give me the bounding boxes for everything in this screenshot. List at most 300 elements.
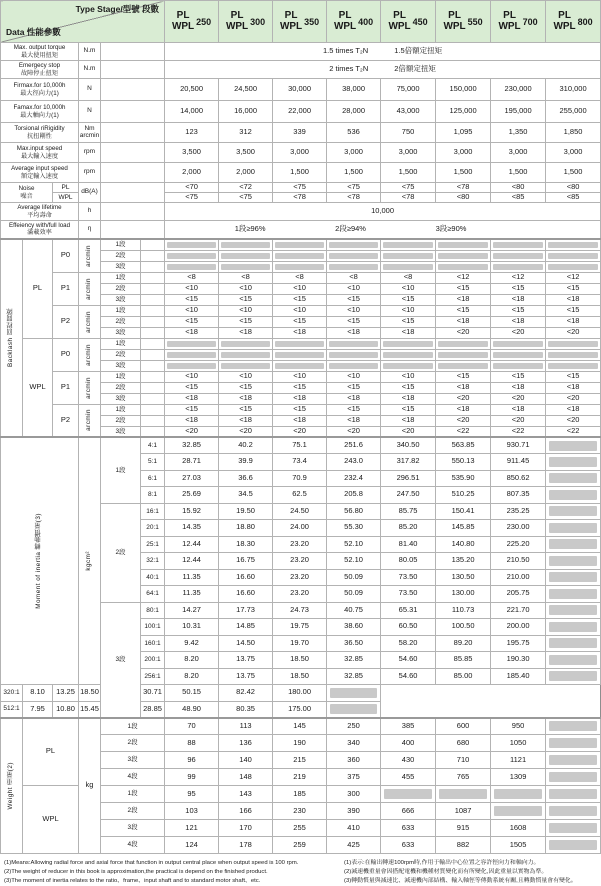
model-size: 300	[250, 17, 266, 28]
na-bar	[383, 242, 433, 248]
value-cell: 130.50	[436, 569, 491, 586]
unit-arcmin: arcmin	[79, 338, 101, 371]
inertia-section-label: Moment of inertia 轉動慣量(3)	[1, 437, 79, 685]
row-label-en: Famax.for 10,000h	[13, 104, 66, 112]
value-cell: 1087	[436, 803, 491, 820]
value-cell: <18	[491, 316, 546, 327]
na-bar	[549, 671, 597, 681]
value-cell: 536	[327, 123, 381, 143]
stage-label: 3段	[101, 752, 165, 769]
value-cell: 232.4	[327, 470, 381, 487]
value-cell: 251.6	[327, 437, 381, 454]
value-cell: 930.71	[491, 437, 546, 454]
value-cell: 23.20	[273, 536, 327, 553]
na-bar	[329, 363, 378, 369]
value-cell: 23.20	[273, 569, 327, 586]
ratio-label: 160:1	[141, 635, 165, 652]
value-cell: 296.51	[381, 470, 436, 487]
value-cell: 50.15	[165, 685, 219, 702]
class-label-p2: P2	[53, 404, 79, 437]
value-cell: 10.80	[53, 701, 79, 718]
value-cell: 633	[381, 820, 436, 837]
header-corner-top: Type Stage/型號 段數	[75, 4, 160, 14]
value-cell: 225.20	[491, 536, 546, 553]
value-cell: <18	[219, 327, 273, 338]
na-bar	[275, 352, 324, 358]
spacer-cell	[101, 203, 165, 221]
value-cell: 190.30	[491, 652, 546, 669]
na-bar	[329, 253, 378, 259]
ratio-label: 320:1	[1, 685, 23, 702]
na-cell	[546, 360, 601, 371]
row-label-zh: 平均壽命	[27, 211, 52, 219]
value-cell: <78	[381, 193, 436, 203]
na-bar	[275, 253, 324, 259]
model-size: 250	[196, 17, 212, 28]
row-label-en: Effeiency with/full load	[8, 221, 71, 229]
value-cell: 113	[219, 718, 273, 735]
ratio-label: 64:1	[141, 586, 165, 603]
footnote-en-3: (3)The moment of inertia relates to the ratio、frame、input shaft and to standard motor shaft、etc.	[4, 878, 261, 885]
value-cell: 247.50	[381, 487, 436, 504]
value-cell: <10	[327, 283, 381, 294]
na-bar	[549, 755, 597, 765]
footnote-en-2: (2)The weight of reducer in this book is approximation,the practical is depend on the finished product.	[4, 869, 268, 876]
value-cell: 850.62	[491, 470, 546, 487]
na-cell	[436, 239, 491, 251]
value-cell: <75	[327, 183, 381, 193]
value-cell: 13.75	[219, 652, 273, 669]
na-cell	[165, 261, 219, 272]
class-label-p1: P1	[53, 272, 79, 305]
value-cell: 166	[219, 803, 273, 820]
spacer-cell	[141, 261, 165, 272]
row-label	[1, 123, 79, 143]
na-cell	[546, 349, 601, 360]
na-cell	[327, 360, 381, 371]
na-cell	[381, 349, 436, 360]
na-bar	[383, 341, 433, 347]
na-cell	[219, 239, 273, 251]
value-cell: 1,095	[436, 123, 491, 143]
ratio-label: 8:1	[141, 487, 165, 504]
value-cell: 73.4	[273, 454, 327, 471]
stage-label: 1段	[101, 272, 141, 283]
stage-label: 2段	[101, 503, 141, 602]
value-cell: <8	[327, 272, 381, 283]
value-cell: 235.25	[491, 503, 546, 520]
value-cell: 36.6	[219, 470, 273, 487]
model-label-pl: PL	[23, 718, 79, 786]
spacer-cell	[101, 43, 165, 61]
row-label	[1, 143, 79, 163]
value-cell: 14.27	[165, 602, 219, 619]
value-cell: 54.60	[381, 668, 436, 685]
na-cell	[546, 803, 601, 820]
stage-label: 1段	[101, 338, 141, 349]
value-cell: <15	[165, 316, 219, 327]
unit-cell: rpm	[79, 163, 101, 183]
value-cell: 14.35	[165, 520, 219, 537]
na-cell	[273, 360, 327, 371]
value-cell: <20	[436, 393, 491, 404]
value-cell: 18.50	[273, 652, 327, 669]
na-cell	[327, 701, 381, 718]
spacer-cell	[141, 371, 165, 382]
ratio-label: 200:1	[141, 652, 165, 669]
unit-arcmin: arcmin	[79, 404, 101, 437]
column-header-250: PL WPL 250	[165, 1, 219, 43]
value-cell: 22,000	[273, 101, 327, 123]
na-bar	[549, 441, 597, 451]
na-bar	[549, 721, 597, 731]
value-cell: 400	[381, 735, 436, 752]
value-cell: <15	[165, 404, 219, 415]
row-label-en: Average lifetime	[17, 204, 62, 212]
model-size: 450	[412, 17, 428, 28]
value-cell: 215	[273, 752, 327, 769]
na-cell	[381, 261, 436, 272]
value-cell: 60.50	[381, 619, 436, 636]
na-bar	[167, 242, 216, 248]
row-label-zh: 最大軸向力(1)	[20, 111, 59, 119]
value-cell: 185.40	[491, 668, 546, 685]
spacer-cell	[141, 349, 165, 360]
na-bar	[549, 490, 597, 500]
value-cell: 62.5	[273, 487, 327, 504]
model-size: 350	[304, 17, 320, 28]
value-cell: 124	[165, 837, 219, 854]
na-bar	[275, 363, 324, 369]
value-cell: <10	[273, 371, 327, 382]
value-cell: 52.10	[327, 553, 381, 570]
value-cell: 219	[273, 769, 327, 786]
value-cell: <15	[165, 294, 219, 305]
unit-kg: kg	[79, 718, 101, 854]
value-cell: <85	[491, 193, 546, 203]
value-cell: 17.73	[219, 602, 273, 619]
value-cell: 27.03	[165, 470, 219, 487]
value-cell: 14.50	[219, 635, 273, 652]
na-bar	[549, 638, 597, 648]
value-cell: <18	[381, 393, 436, 404]
value-cell: 130.00	[436, 586, 491, 603]
value-cell: 80.05	[381, 553, 436, 570]
na-cell	[491, 261, 546, 272]
value-cell: 710	[436, 752, 491, 769]
na-bar	[275, 341, 324, 347]
ratio-label: 512:1	[1, 701, 23, 718]
na-cell	[491, 349, 546, 360]
value-cell: <18	[165, 393, 219, 404]
value-cell: 24,500	[219, 79, 273, 101]
stage-label: 1段	[101, 437, 141, 503]
na-bar	[329, 352, 378, 358]
na-bar	[167, 352, 216, 358]
value-cell: <15	[546, 371, 601, 382]
value-cell: <18	[327, 415, 381, 426]
value-cell: 48.90	[165, 701, 219, 718]
value-cell: 195.75	[491, 635, 546, 652]
na-cell	[381, 360, 436, 371]
value-cell: 210.50	[491, 553, 546, 570]
stage-label: 1段	[101, 371, 141, 382]
value-cell: <70	[165, 183, 219, 193]
value-cell: 175.00	[273, 701, 327, 718]
footnote-zh-1: (1)表示:在輸出轉速100rpm時,作用于輸出中心位置之容許徑向力和軸向力。	[344, 860, 540, 866]
value-cell: 3,000	[436, 143, 491, 163]
merged-value-cell: 1.5 times T₂N 1.5倍額定扭矩	[165, 43, 601, 61]
unit-cell: dB(A)	[79, 183, 101, 203]
value-cell: 1,350	[491, 123, 546, 143]
value-cell: 50.09	[327, 586, 381, 603]
na-cell	[546, 239, 601, 251]
value-cell: <15	[381, 294, 436, 305]
na-bar	[549, 789, 597, 799]
value-cell: 1050	[491, 735, 546, 752]
value-cell: <10	[327, 305, 381, 316]
column-header-350: PL WPL 350	[273, 1, 327, 43]
na-bar	[329, 341, 378, 347]
na-cell	[546, 338, 601, 349]
row-label	[1, 101, 79, 123]
value-cell: 680	[436, 735, 491, 752]
row-label	[1, 163, 79, 183]
value-cell: <72	[219, 183, 273, 193]
value-cell: 317.82	[381, 454, 436, 471]
column-header-400: PL WPL 400	[327, 1, 381, 43]
model-size: 700	[522, 17, 538, 28]
value-cell: <15	[219, 404, 273, 415]
na-cell	[219, 360, 273, 371]
na-cell	[327, 338, 381, 349]
footnotes	[0, 854, 600, 886]
class-label-p2: P2	[53, 305, 79, 338]
value-cell: 12.44	[165, 553, 219, 570]
value-cell: <18	[327, 327, 381, 338]
value-cell: 3,000	[273, 143, 327, 163]
spacer-cell	[141, 415, 165, 426]
value-cell: <75	[219, 193, 273, 203]
value-cell: <22	[491, 426, 546, 437]
value-cell: 205.8	[327, 487, 381, 504]
value-cell: <15	[327, 382, 381, 393]
value-cell: 178	[219, 837, 273, 854]
value-cell: <22	[546, 426, 601, 437]
value-cell: <18	[546, 294, 601, 305]
value-cell: 1,500	[273, 163, 327, 183]
row-label-en: Noise	[18, 185, 35, 193]
spacer-cell	[101, 143, 165, 163]
na-bar	[549, 840, 597, 850]
na-bar	[549, 523, 597, 533]
na-bar	[221, 363, 270, 369]
na-cell	[546, 569, 601, 586]
na-bar	[548, 352, 598, 358]
value-cell: 88	[165, 735, 219, 752]
spacer-cell	[101, 101, 165, 123]
na-cell	[546, 602, 601, 619]
na-cell	[546, 470, 601, 487]
na-cell	[546, 752, 601, 769]
ratio-label: 20:1	[141, 520, 165, 537]
na-bar	[549, 473, 597, 483]
value-cell: <78	[327, 193, 381, 203]
value-cell: 807.35	[491, 487, 546, 504]
value-cell: <18	[491, 404, 546, 415]
value-cell: 24.00	[273, 520, 327, 537]
unit-kgcm2: kgcm²	[79, 437, 101, 685]
value-cell: <20	[436, 327, 491, 338]
na-bar	[383, 352, 433, 358]
backlash-section-label: Backlash 回程間隙	[1, 239, 23, 438]
na-cell	[436, 250, 491, 261]
na-bar	[494, 806, 542, 816]
na-cell	[491, 338, 546, 349]
na-cell	[546, 718, 601, 735]
value-cell: <18	[436, 316, 491, 327]
ratio-label: 16:1	[141, 503, 165, 520]
stage-label: 1段	[101, 404, 141, 415]
na-cell	[327, 349, 381, 360]
value-cell: 16.60	[219, 569, 273, 586]
na-cell	[219, 338, 273, 349]
value-cell: <12	[546, 272, 601, 283]
value-cell: 99	[165, 769, 219, 786]
value-cell: 18.80	[219, 520, 273, 537]
value-cell: <20	[491, 327, 546, 338]
column-header-300: PL WPL 300	[219, 1, 273, 43]
row-label-zh: 最大使用扭矩	[20, 51, 59, 59]
value-cell: 145.85	[436, 520, 491, 537]
na-bar	[548, 363, 598, 369]
spacer-cell	[141, 316, 165, 327]
na-cell	[165, 338, 219, 349]
spacer-cell	[141, 338, 165, 349]
value-cell: <8	[273, 272, 327, 283]
value-cell: <12	[436, 272, 491, 283]
ratio-label: 5:1	[141, 454, 165, 471]
ratio-label: 25:1	[141, 536, 165, 553]
value-cell: 170	[219, 820, 273, 837]
na-cell	[327, 239, 381, 251]
na-cell	[381, 250, 436, 261]
value-cell: 23.20	[273, 586, 327, 603]
value-cell: 340.50	[381, 437, 436, 454]
value-cell: <15	[546, 305, 601, 316]
na-cell	[546, 652, 601, 669]
column-header-700: PL WPL 700	[491, 1, 546, 43]
value-cell: 121	[165, 820, 219, 837]
value-cell: <15	[273, 382, 327, 393]
value-cell: <15	[491, 371, 546, 382]
value-cell: 12.44	[165, 536, 219, 553]
stage-label: 3段	[101, 294, 141, 305]
na-cell	[219, 349, 273, 360]
column-header-800: PL WPL 800	[546, 1, 601, 43]
value-cell: <20	[491, 393, 546, 404]
na-bar	[438, 352, 488, 358]
value-cell: 3,000	[327, 143, 381, 163]
na-bar	[549, 823, 597, 833]
footnote-zh-3: (3)轉動慣量與減速比、減速機內部結構、輸入軸徑等傳動系統有關,且轉動慣量會有變化。	[344, 878, 577, 885]
row-label-en: Emergecy stop	[18, 62, 61, 70]
na-bar	[384, 789, 432, 799]
value-cell: <15	[219, 316, 273, 327]
row-label	[1, 203, 79, 221]
spacer-cell	[101, 123, 165, 143]
value-cell: 96	[165, 752, 219, 769]
value-cell: <8	[219, 272, 273, 283]
na-bar	[493, 352, 543, 358]
unit-cell: N	[79, 79, 101, 101]
value-cell: 600	[436, 718, 491, 735]
na-cell	[273, 261, 327, 272]
value-cell: 1,500	[327, 163, 381, 183]
value-cell: <18	[219, 393, 273, 404]
na-bar	[549, 457, 597, 467]
value-cell: 230.00	[491, 520, 546, 537]
value-cell: <80	[491, 183, 546, 193]
value-cell: 1,500	[546, 163, 601, 183]
value-cell: <15	[436, 371, 491, 382]
value-cell: 73.50	[381, 586, 436, 603]
value-cell: 24.50	[273, 503, 327, 520]
na-bar	[549, 589, 597, 599]
na-bar	[549, 738, 597, 748]
unit-arcmin: arcmin	[79, 305, 101, 338]
value-cell: <15	[273, 404, 327, 415]
value-cell: 250	[327, 718, 381, 735]
value-cell: 16.60	[219, 586, 273, 603]
value-cell: <20	[219, 426, 273, 437]
na-bar	[438, 341, 488, 347]
value-cell: 70	[165, 718, 219, 735]
header-corner-bottom: Data 性能參數	[6, 27, 61, 38]
value-cell: 39.9	[219, 454, 273, 471]
value-cell: 666	[381, 803, 436, 820]
na-bar	[383, 253, 433, 259]
row-label-zh: 故障停止扭矩	[20, 69, 59, 77]
na-cell	[219, 261, 273, 272]
row-label-zh: 噪音	[20, 192, 33, 200]
spacer-cell	[141, 239, 165, 251]
value-cell: <18	[327, 393, 381, 404]
value-cell: <20	[546, 393, 601, 404]
value-cell: 30,000	[273, 79, 327, 101]
value-cell: <15	[327, 294, 381, 305]
na-bar	[167, 341, 216, 347]
value-cell: <15	[327, 316, 381, 327]
na-bar	[549, 772, 597, 782]
value-cell: 30.71	[141, 685, 165, 702]
value-cell: 14,000	[165, 101, 219, 123]
value-cell: 190	[273, 735, 327, 752]
value-cell: 145	[273, 718, 327, 735]
unit-cell: Nm arcmin	[79, 123, 101, 143]
na-cell	[546, 250, 601, 261]
column-header-450: PL WPL 450	[381, 1, 436, 43]
value-cell: <15	[381, 316, 436, 327]
value-cell: 16.75	[219, 553, 273, 570]
na-bar	[549, 806, 597, 816]
merged-value-cell: 2 times T₂N 2倍額定扭矩	[165, 61, 601, 79]
spacer-cell	[141, 360, 165, 371]
row-label-zh: 最大輸入速度	[20, 152, 59, 160]
value-cell: 56.80	[327, 503, 381, 520]
unit-arcmin: arcmin	[79, 371, 101, 404]
value-cell: 339	[273, 123, 327, 143]
